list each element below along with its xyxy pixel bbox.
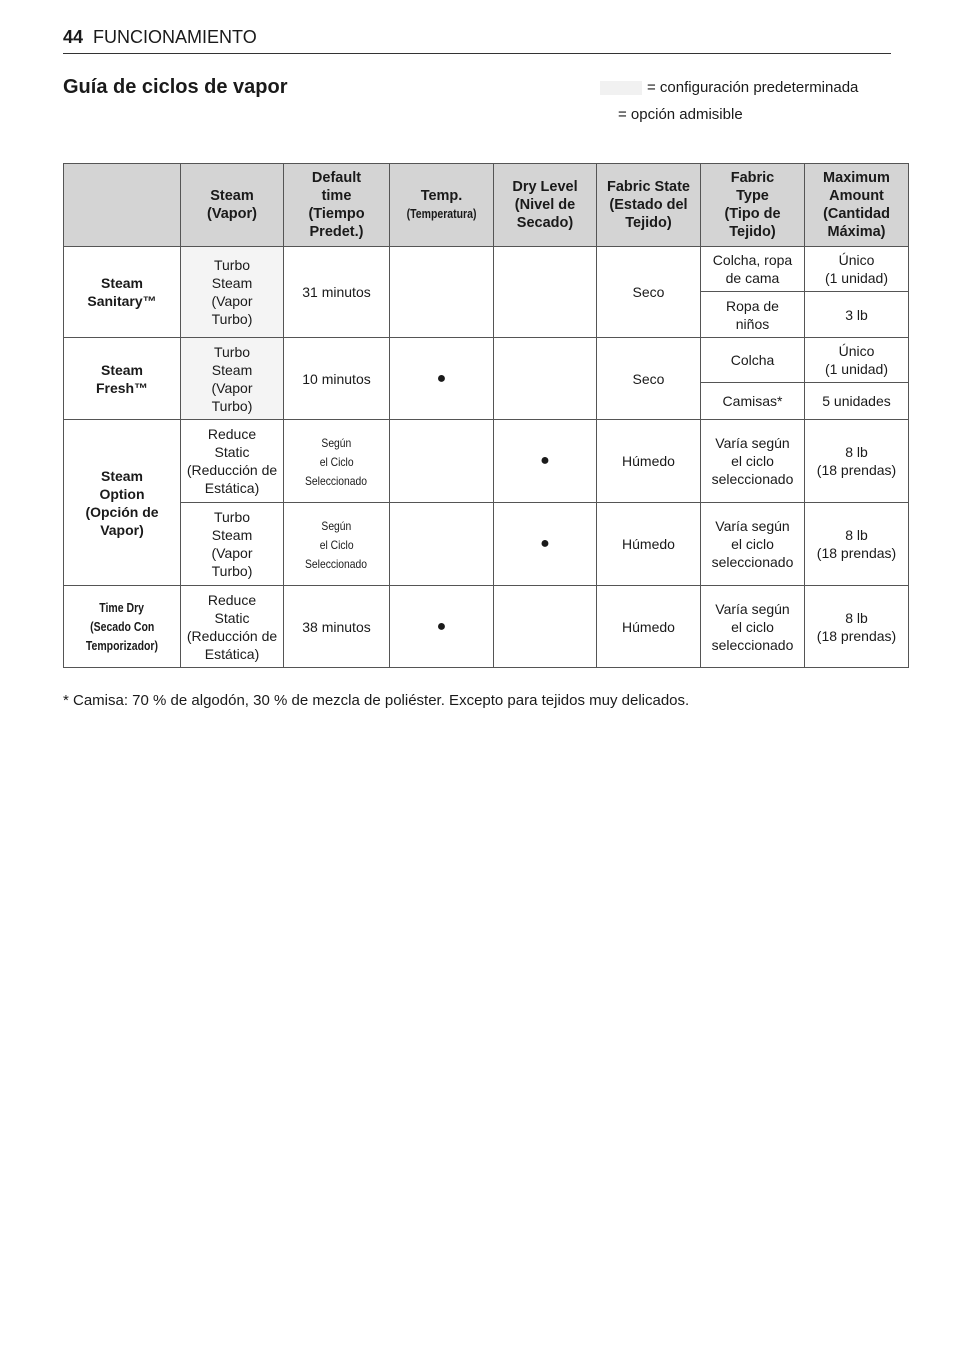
steam-option-cell: Reduce Static (Reducción de Estática) [181, 586, 284, 668]
fabric-type-cell: Varía según el ciclo seleccionado [701, 420, 805, 503]
header-row [64, 164, 909, 247]
max-amount-cell: 3 lb [805, 292, 909, 338]
table-row [64, 247, 909, 292]
dry-level-bullet: ● [494, 420, 597, 503]
dry-level-cell [494, 247, 597, 338]
temp-bullet: ● [390, 586, 494, 668]
fabric-type-cell: Ropa de niños [701, 292, 805, 338]
page-number: 44 [63, 27, 84, 47]
max-amount-cell: Único (1 unidad) [805, 247, 909, 292]
header-fabric-state: Fabric State (Estado del Tejido) [597, 164, 701, 247]
default-time-cell: 38 minutos [284, 586, 390, 668]
footnote: * Camisa: 70 % de algodón, 30 % de mezcla de poliéster. Excepto para tejidos muy delicados. [63, 692, 690, 709]
legend [600, 78, 858, 125]
cycle-time-dry: Time Dry (Secado Con Temporizador) [64, 586, 181, 668]
cycle-steam-sanitary: Steam Sanitary™ [64, 247, 181, 338]
legend-default-label: = configuración predeterminada [647, 79, 859, 96]
default-time-cell: 31 minutos [284, 247, 390, 338]
dry-level-bullet: ● [494, 503, 597, 586]
table-row [64, 586, 909, 668]
max-amount-cell: 8 lb (18 prendas) [805, 420, 909, 503]
fabric-state-cell: Húmedo [597, 503, 701, 586]
dry-level-cell [494, 586, 597, 668]
fabric-type-cell: Camisas* [701, 383, 805, 420]
cycle-steam-option: Steam Option (Opción de Vapor) [64, 420, 181, 586]
table-row [64, 420, 909, 503]
page-title: Guía de ciclos de vapor [63, 76, 288, 98]
header-max-amount: Maximum Amount (Cantidad Máxima) [805, 164, 909, 247]
temp-cell [390, 503, 494, 586]
header-fabric-type: Fabric Type (Tipo de Tejido) [701, 164, 805, 247]
section-title: FUNCIONAMIENTO [93, 27, 257, 47]
steam-cycle-table [63, 163, 909, 668]
default-time-cell: Según el Ciclo Seleccionado [284, 503, 390, 586]
temp-cell [390, 247, 494, 338]
steam-option-cell: Turbo Steam (Vapor Turbo) [181, 503, 284, 586]
fabric-type-cell: Varía según el ciclo seleccionado [701, 503, 805, 586]
header-cycle [64, 164, 181, 247]
max-amount-cell: 5 unidades [805, 383, 909, 420]
dry-level-cell [494, 338, 597, 420]
page-header [63, 26, 891, 54]
temp-bullet: ● [390, 338, 494, 420]
fabric-state-cell: Seco [597, 247, 701, 338]
cycle-steam-fresh: Steam Fresh™ [64, 338, 181, 420]
fabric-state-cell: Húmedo [597, 586, 701, 668]
table-row [64, 338, 909, 383]
steam-option-cell: Turbo Steam (Vapor Turbo) [181, 247, 284, 338]
fabric-state-cell: Seco [597, 338, 701, 420]
max-amount-cell: 8 lb (18 prendas) [805, 586, 909, 668]
header-dry-level: Dry Level (Nivel de Secado) [494, 164, 597, 247]
fabric-type-cell: Varía según el ciclo seleccionado [701, 586, 805, 668]
max-amount-cell: Único (1 unidad) [805, 338, 909, 383]
legend-allowed-label: = opción admisible [618, 106, 743, 123]
fabric-type-cell: Colcha [701, 338, 805, 383]
default-time-cell: 10 minutos [284, 338, 390, 420]
max-amount-cell: 8 lb (18 prendas) [805, 503, 909, 586]
default-swatch [600, 81, 642, 95]
fabric-state-cell: Húmedo [597, 420, 701, 503]
temp-cell [390, 420, 494, 503]
default-time-cell: Según el Ciclo Seleccionado [284, 420, 390, 503]
header-temp: Temp. (Temperatura) [390, 164, 494, 247]
fabric-type-cell: Colcha, ropa de cama [701, 247, 805, 292]
steam-option-cell: Reduce Static (Reducción de Estática) [181, 420, 284, 503]
header-steam: Steam (Vapor) [181, 164, 284, 247]
table-row [64, 503, 909, 586]
steam-option-cell: Turbo Steam (Vapor Turbo) [181, 338, 284, 420]
header-default-time: Default time (Tiempo Predet.) [284, 164, 390, 247]
